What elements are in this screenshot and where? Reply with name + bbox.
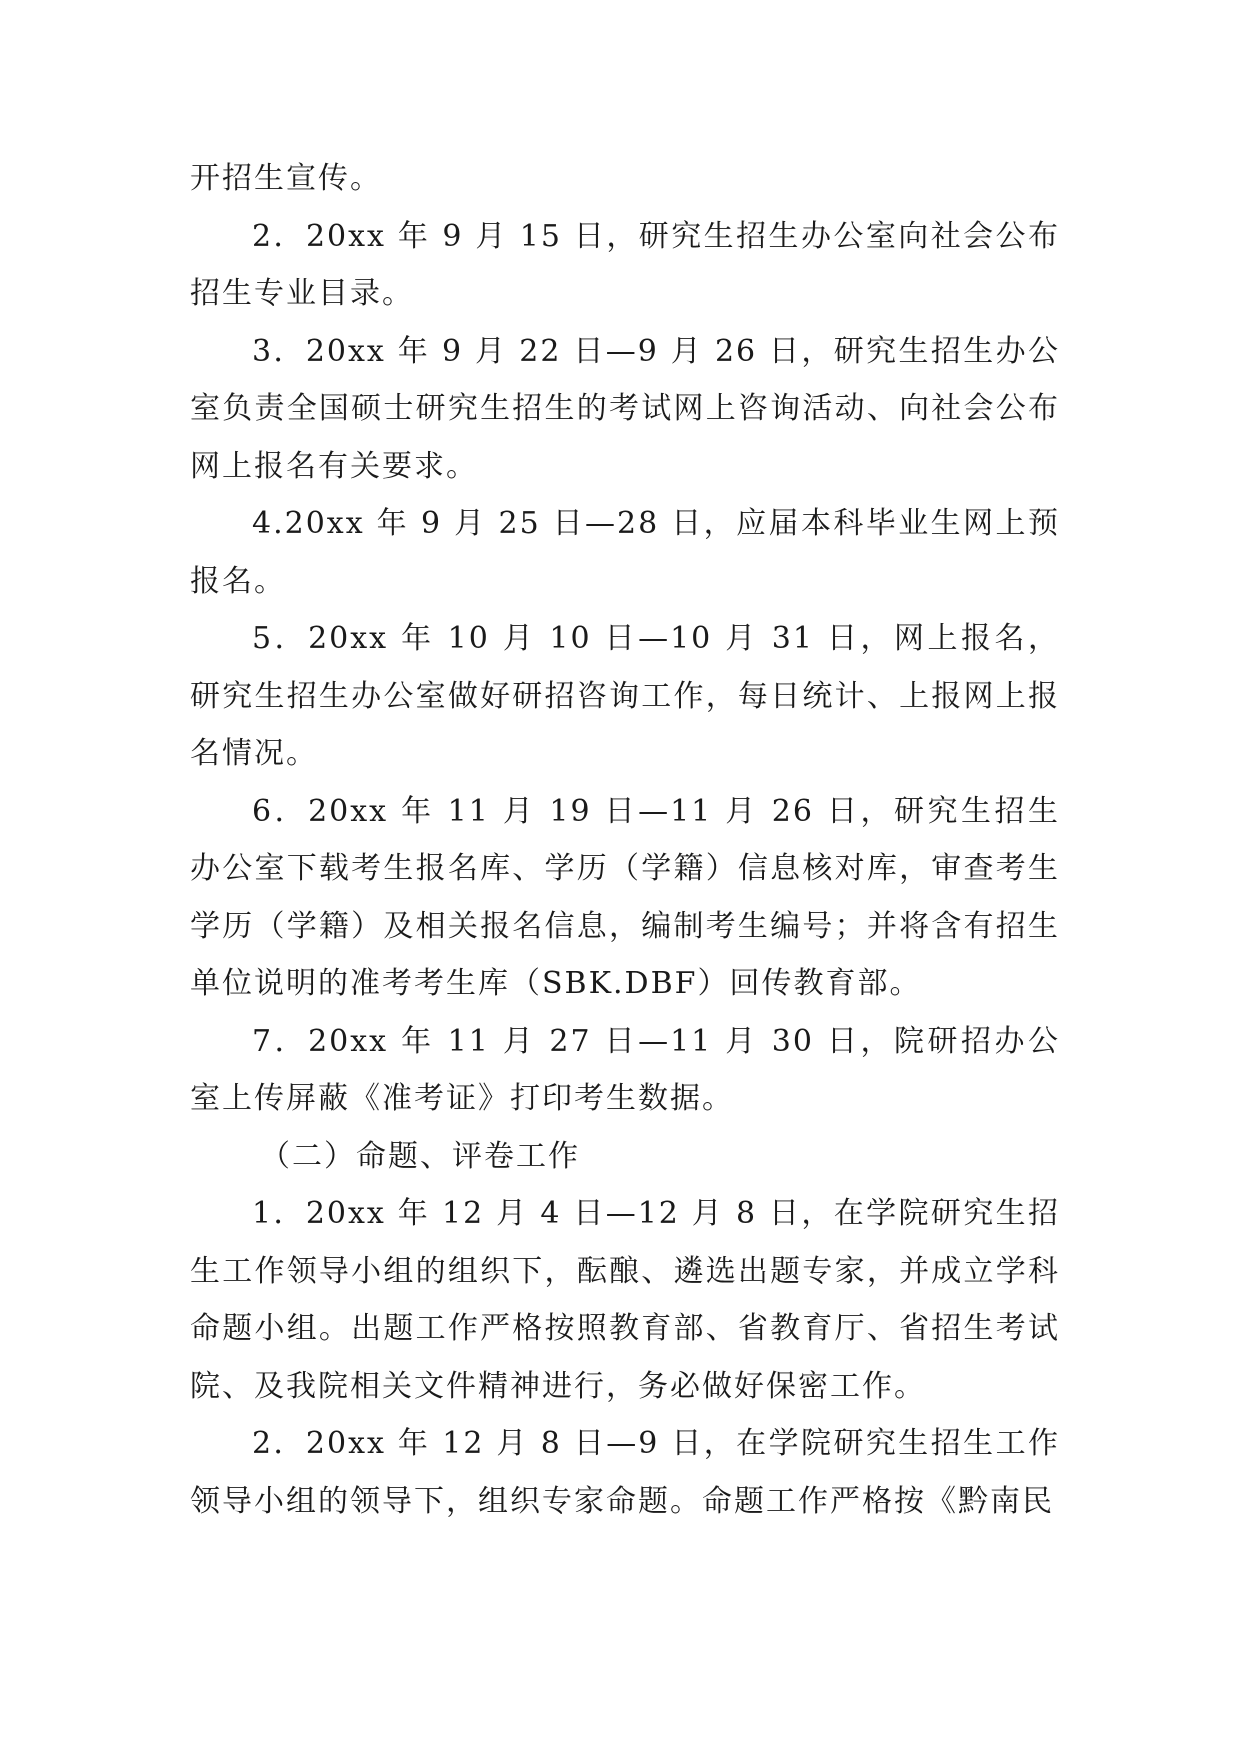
paragraph-item-5: 5．20xx 年 10 月 10 日—10 月 31 日，网上报名，研究生招生办公室做好研招咨询工作，每日统计、上报网上报名情况。 (190, 621, 1060, 771)
document-body (190, 150, 1060, 1530)
paragraph-subitem-1: 1．20xx 年 12 月 4 日—12 月 8 日，在学院研究生招生工作领导小组的组织下，酝酿、遴选出题专家，并成立学科命题小组。出题工作严格按照教育部、省教育厅、省招生考试院、及我院相关文件精神进行，务必做好保密工作。 (190, 1196, 1060, 1404)
paragraph-subitem-2: 2．20xx 年 12 月 8 日—9 日，在学院研究生招生工作领导小组的领导下，组织专家命题。命题工作严格按《黔南民 (190, 1426, 1060, 1519)
section-heading: （二）命题、评卷工作 (260, 1138, 580, 1174)
paragraph-item-3: 3．20xx 年 9 月 22 日—9 月 26 日，研究生招生办公室负责全国硕士研究生招生的考试网上咨询活动、向社会公布网上报名有关要求。 (190, 333, 1060, 484)
paragraph-item-4: 4.20xx 年 9 月 25 日—28 日，应届本科毕业生网上预报名。 (190, 506, 1060, 599)
paragraph-item-2: 2．20xx 年 9 月 15 日，研究生招生办公室向社会公布招生专业目录。 (190, 218, 1060, 311)
paragraph-continuation: 开招生宣传。 (190, 161, 382, 196)
paragraph-item-7: 7．20xx 年 11 月 27 日—11 月 30 日，院研招办公室上传屏蔽《准考证》打印考生数据。 (190, 1023, 1060, 1116)
paragraph-item-6: 6．20xx 年 11 月 19 日—11 月 26 日，研究生招生办公室下载考生报名库、学历（学籍）信息核对库，审查考生学历（学籍）及相关报名信息，编制考生编号；并将含有招生单位说明的准考考生库（SBK.DBF）回传教育部。 (190, 793, 1060, 1001)
